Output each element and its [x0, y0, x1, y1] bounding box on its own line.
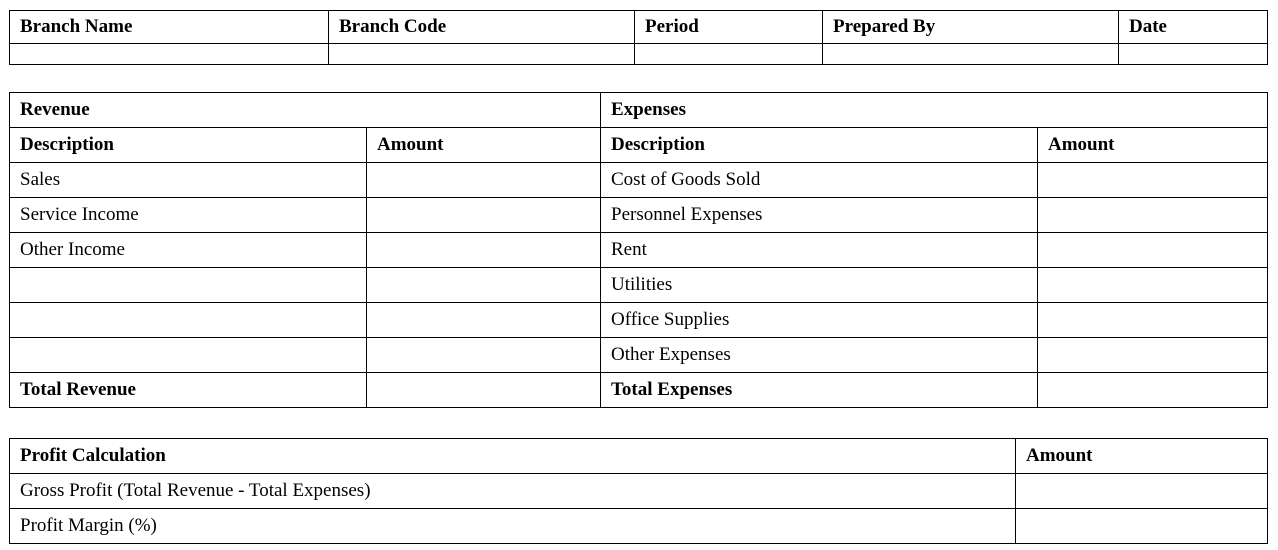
table-row [10, 474, 1268, 509]
expense-amount-field[interactable] [1038, 233, 1268, 268]
revenue-amount-field[interactable] [367, 303, 601, 338]
revenue-amount-field[interactable] [367, 338, 601, 373]
total-revenue-label: Total Revenue [10, 373, 367, 408]
expenses-section-header: Expenses [601, 93, 1268, 128]
date-header: Date [1119, 11, 1268, 44]
revenue-amount-field[interactable] [367, 233, 601, 268]
profit-calculation-header: Profit Calculation [10, 439, 1016, 474]
revenue-amount-field[interactable] [367, 163, 601, 198]
expense-amount-field[interactable] [1038, 268, 1268, 303]
column-header-row [10, 128, 1268, 163]
expense-item-label: Personnel Expenses [601, 198, 1038, 233]
gross-profit-field[interactable] [1016, 474, 1268, 509]
total-expenses-label: Total Expenses [601, 373, 1038, 408]
expense-item-label: Rent [601, 233, 1038, 268]
expenses-amount-header: Amount [1038, 128, 1268, 163]
branch-info-table [9, 10, 1268, 65]
revenue-amount-header: Amount [367, 128, 601, 163]
revenue-section-header: Revenue [10, 93, 601, 128]
branch-code-field[interactable] [329, 44, 635, 65]
gross-profit-label: Gross Profit (Total Revenue - Total Expenses) [10, 474, 1016, 509]
revenue-item-field[interactable] [10, 338, 367, 373]
branch-code-header: Branch Code [329, 11, 635, 44]
profit-amount-header: Amount [1016, 439, 1268, 474]
expense-amount-field[interactable] [1038, 163, 1268, 198]
period-header: Period [635, 11, 823, 44]
profit-calculation-table [9, 438, 1268, 544]
prepared-by-header: Prepared By [823, 11, 1119, 44]
total-expenses-field[interactable] [1038, 373, 1268, 408]
branch-name-header: Branch Name [10, 11, 329, 44]
table-row [10, 303, 1268, 338]
total-revenue-field[interactable] [367, 373, 601, 408]
expense-item-label: Cost of Goods Sold [601, 163, 1038, 198]
totals-row [10, 373, 1268, 408]
revenue-item-field[interactable] [10, 268, 367, 303]
table-row [10, 233, 1268, 268]
expenses-description-header: Description [601, 128, 1038, 163]
profit-margin-label: Profit Margin (%) [10, 509, 1016, 544]
revenue-amount-field[interactable] [367, 198, 601, 233]
branch-info-header-row [10, 11, 1268, 44]
prepared-by-field[interactable] [823, 44, 1119, 65]
profit-header-row [10, 439, 1268, 474]
expense-item-label: Other Expenses [601, 338, 1038, 373]
revenue-item-label: Other Income [10, 233, 367, 268]
revenue-description-header: Description [10, 128, 367, 163]
expense-amount-field[interactable] [1038, 198, 1268, 233]
revenue-expenses-table [9, 92, 1268, 408]
table-row [10, 509, 1268, 544]
profit-margin-field[interactable] [1016, 509, 1268, 544]
revenue-item-field[interactable] [10, 303, 367, 338]
expense-item-label: Utilities [601, 268, 1038, 303]
period-field[interactable] [635, 44, 823, 65]
table-row [10, 163, 1268, 198]
expense-amount-field[interactable] [1038, 338, 1268, 373]
date-field[interactable] [1119, 44, 1268, 65]
branch-name-field[interactable] [10, 44, 329, 65]
branch-info-value-row [10, 44, 1268, 65]
table-row [10, 198, 1268, 233]
expense-amount-field[interactable] [1038, 303, 1268, 338]
revenue-item-label: Sales [10, 163, 367, 198]
revenue-item-label: Service Income [10, 198, 367, 233]
table-row [10, 338, 1268, 373]
table-row [10, 268, 1268, 303]
revenue-amount-field[interactable] [367, 268, 601, 303]
expense-item-label: Office Supplies [601, 303, 1038, 338]
section-header-row [10, 93, 1268, 128]
